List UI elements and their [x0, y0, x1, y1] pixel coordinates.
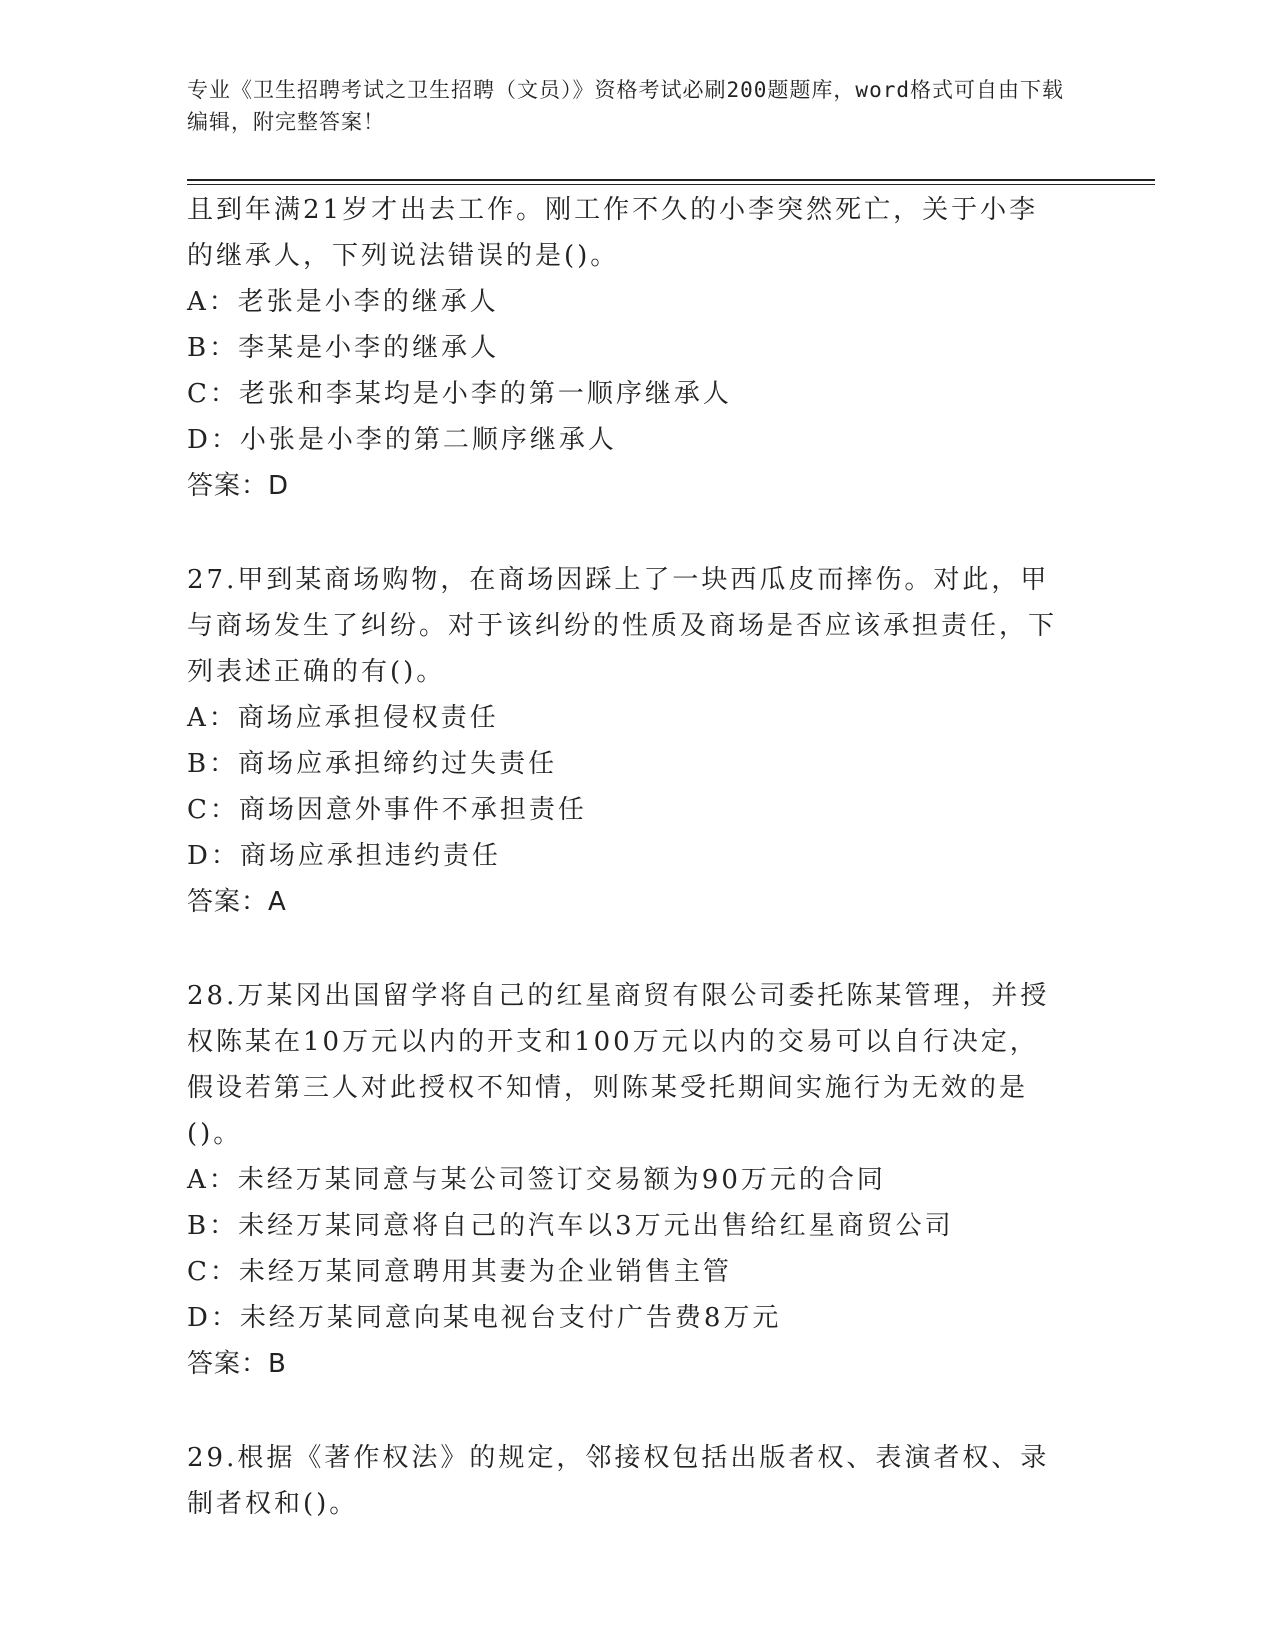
question-text: 27.甲到某商场购物，在商场因踩上了一块西瓜皮而摔伤。对此，甲与商场发生了纠纷。对于该纠纷的性质及商场是否应该承担责任，下列表述正确的有()。: [187, 565, 1058, 687]
option-b: B：李某是小李的继承人: [187, 333, 500, 363]
option-b: B：商场应承担缔约过失责任: [187, 749, 558, 779]
page-header: 专业《卫生招聘考试之卫生招聘（文员）》资格考试必刷200题题库，word格式可自由下载编辑，附完整答案！: [187, 78, 1064, 134]
header-divider: [187, 179, 1155, 185]
answer-line: 答案：B: [187, 1349, 287, 1379]
question-text: 28.万某冈出国留学将自己的红星商贸有限公司委托陈某管理，并授权陈某在10万元以内的开支和100万元以内的交易可以自行决定，假设若第三人对此授权不知情，则陈某受托期间实施行为无效的是()。: [187, 981, 1050, 1149]
option-d: D：小张是小李的第二顺序继承人: [187, 425, 617, 455]
question-continuation: [187, 187, 1067, 509]
option-d: D：未经万某同意向某电视台支付广告费8万元: [187, 1303, 782, 1333]
option-a: A：未经万某同意与某公司签订交易额为90万元的合同: [187, 1165, 886, 1195]
option-c: C：商场因意外事件不承担责任: [187, 795, 587, 825]
document-body: [187, 187, 1067, 1527]
option-c: C：未经万某同意聘用其妻为企业销售主管: [187, 1257, 732, 1287]
option-b: B：未经万某同意将自己的汽车以3万元出售给红星商贸公司: [187, 1211, 954, 1241]
question-28: [187, 973, 1067, 1387]
question-27: [187, 557, 1067, 925]
question-text: 且到年满21岁才出去工作。刚工作不久的小李突然死亡，关于小李的继承人，下列说法错误的是()。: [187, 195, 1039, 271]
option-a: A：老张是小李的继承人: [187, 287, 499, 317]
option-a: A：商场应承担侵权责任: [187, 703, 499, 733]
option-c: C：老张和李某均是小李的第一顺序继承人: [187, 379, 732, 409]
answer-line: 答案：D: [187, 471, 290, 501]
option-d: D：商场应承担违约责任: [187, 841, 501, 871]
question-text: 29.根据《著作权法》的规定，邻接权包括出版者权、表演者权、录制者权和()。: [187, 1443, 1050, 1519]
answer-line: 答案：A: [187, 887, 287, 917]
question-29: [187, 1435, 1067, 1527]
